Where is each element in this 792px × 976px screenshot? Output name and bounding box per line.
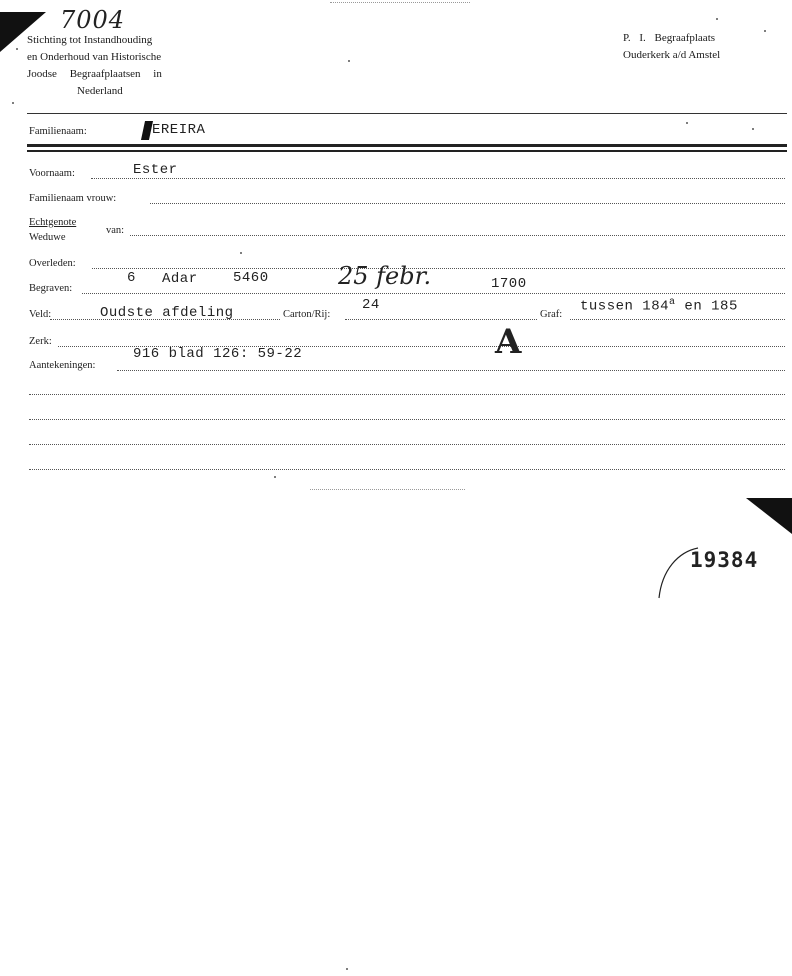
cemetery-line-2: Ouderkerk a/d Amstel: [623, 49, 721, 61]
begraven-day: 6: [127, 270, 136, 286]
speck: [240, 252, 242, 254]
familienaam-label: Familienaam:: [29, 126, 87, 137]
van-label: van:: [106, 225, 125, 236]
graf-label: Graf:: [540, 309, 563, 320]
speck: [348, 60, 350, 62]
carton-label: Carton/Rij:: [283, 309, 331, 320]
graf-line: [570, 319, 785, 320]
rule-thick-2: [27, 150, 787, 152]
aantekeningen-value: 916 blad 126: 59-22: [133, 346, 303, 362]
veld-label: Veld:: [29, 309, 52, 320]
voornaam-value: Ester: [133, 162, 178, 178]
voornaam-label: Voornaam:: [29, 168, 75, 179]
speck: [12, 102, 14, 104]
note-line-1: [29, 394, 785, 395]
cemetery-line-1: P. I. Begraafplaats: [623, 32, 716, 44]
begraven-label: Begraven:: [29, 283, 73, 294]
familienaam-vrouw-line: [150, 203, 785, 204]
graf-value-suffix: en 185: [675, 298, 738, 315]
graf-value-prefix: tussen 184: [580, 298, 670, 315]
voornaam-line: [91, 178, 785, 179]
begraven-year-hebrew: 5460: [233, 270, 269, 286]
org-line-3: Joodse Begraafplaatsen in: [27, 68, 162, 80]
corner-mark-right: [746, 498, 792, 534]
zerk-handwritten: A: [495, 322, 522, 362]
cemetery-name: [623, 30, 720, 64]
scan-artifact-mid: [310, 489, 465, 490]
weduwe-label: Weduwe: [29, 232, 66, 243]
graf-value: [580, 297, 738, 315]
carton-line: [345, 319, 537, 320]
speck: [274, 476, 276, 478]
speck: [686, 122, 688, 124]
aantekeningen-label: Aantekeningen:: [29, 360, 96, 371]
note-line-3: [29, 444, 785, 445]
begraven-month: Adar: [162, 271, 198, 287]
familienaam-value: EREIRA: [152, 122, 206, 138]
note-line-2: [29, 419, 785, 420]
header-rule: [27, 113, 787, 114]
van-line: [130, 235, 785, 236]
organization-name: [27, 32, 162, 100]
speck: [752, 128, 754, 130]
begraven-handwritten-date: 25 febr.: [338, 262, 432, 290]
familienaam-vrouw-label: Familienaam vrouw:: [29, 193, 117, 204]
graf-value-sup: a: [669, 297, 676, 308]
veld-value: Oudste afdeling: [100, 305, 234, 321]
begraven-year: 1700: [491, 276, 527, 292]
note-line-4: [29, 469, 785, 470]
scan-artifact-top: [330, 2, 470, 3]
begraven-line: [82, 293, 785, 294]
echtgenote-label: Echtgenote: [29, 217, 77, 228]
carton-value: 24: [362, 297, 380, 313]
aantekeningen-line: [117, 370, 785, 371]
overleden-line: [92, 268, 785, 269]
handwritten-code: 7004: [60, 6, 126, 34]
speck: [16, 48, 18, 50]
org-line-4: Nederland: [77, 85, 123, 97]
speck: [346, 968, 348, 970]
org-line-1: Stichting tot Instandhouding: [27, 34, 153, 46]
org-line-2: en Onderhoud van Historische: [27, 51, 162, 63]
zerk-label: Zerk:: [29, 336, 52, 347]
card-number: 19384: [690, 548, 759, 572]
speck: [764, 30, 766, 32]
rule-thick-1: [27, 144, 787, 147]
speck: [716, 18, 718, 20]
overleden-label: Overleden:: [29, 258, 76, 269]
